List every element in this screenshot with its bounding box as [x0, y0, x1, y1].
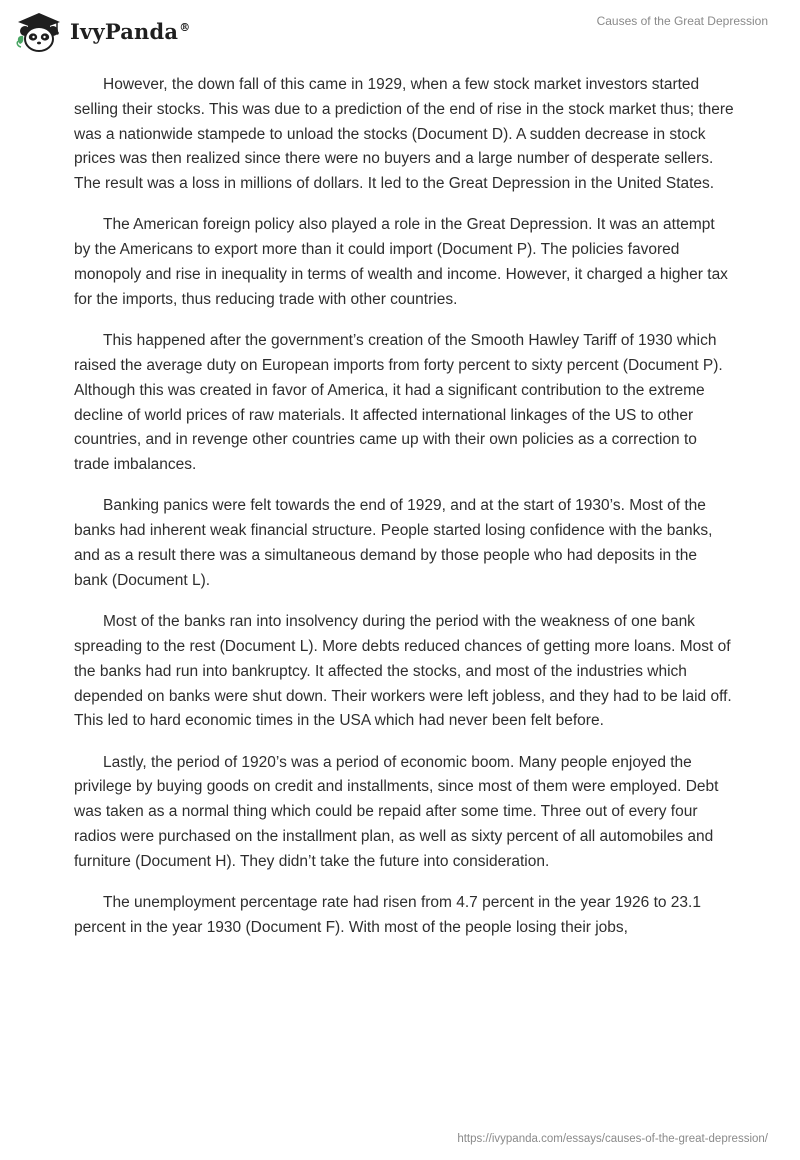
brand-name: IvyPanda® — [70, 18, 191, 44]
ivypanda-logo[interactable] — [14, 10, 190, 52]
document-title: Causes of the Great Depression — [596, 14, 768, 28]
paragraph: The unemployment percentage rate had risen from 4.7 percent in the year 1926 to 23.1 percent in the year 1930 (Document F). With most of the people losing their jobs, — [74, 894, 701, 936]
paragraph: This happened after the government’s creation of the Smooth Hawley Tariff of 1930 which raised the average duty on European imports from forty percent to sixty percent (Document P). Although this was created in favor of America, it had a significant contribution to the extreme decline of world prices of raw materials. It affected international linkages of the US to other countries, and in revenge other countries came up with their own policies as a correction to trade imbalances. — [74, 332, 723, 474]
paragraph: Lastly, the period of 1920’s was a period of economic boom. Many people enjoyed the privilege by buying goods on credit and installments, since most of them were employed. Debt was taken as a normal thing which could be repaid after some time. Three out of every four radios were purchased on the installment plan, as well as sixty percent of all automobiles and furniture (Document H). They didn’t take the future into consideration. — [74, 753, 719, 870]
paragraph: Banking panics were felt towards the end of 1929, and at the start of 1930’s. Most of the banks had inherent weak financial structure. People started losing confidence with the banks, and as a result there was a simultaneous demand by those people who had deposits in the bank (Document L). — [74, 497, 713, 589]
essay-body — [74, 73, 734, 957]
page-header — [0, 0, 800, 64]
source-url[interactable]: https://ivypanda.com/essays/causes-of-the-great-depression/ — [457, 1133, 768, 1145]
paragraph: However, the down fall of this came in 1929, when a few stock market investors started selling their stocks. This was due to a prediction of the end of rise in the stock market thus; there was a nationwide stampede to unload the stocks (Document D). A sudden decrease in stock prices was then realized since there were no buyers and a large number of desperate sellers. The result was a loss in millions of dollars. It led to the Great Depression in the United States. — [74, 76, 734, 193]
panda-graduate-logo-icon — [14, 10, 64, 52]
paragraph: Most of the banks ran into insolvency during the period with the weakness of one bank spreading to the rest (Document L). More debts reduced chances of getting more loans. Most of the banks had run into bankruptcy. It affected the stocks, and most of the industries which depended on banks were shut down. Their workers were left jobless, and they had to be laid off. This led to hard economic times in the USA which had never been felt before. — [74, 613, 732, 730]
paragraph: The American foreign policy also played a role in the Great Depression. It was an attempt by the Americans to export more than it could import (Document P). The policies favored monopoly and rise in inequality in terms of wealth and income. However, it charged a higher tax for the imports, thus reducing trade with other countries. — [74, 216, 728, 308]
